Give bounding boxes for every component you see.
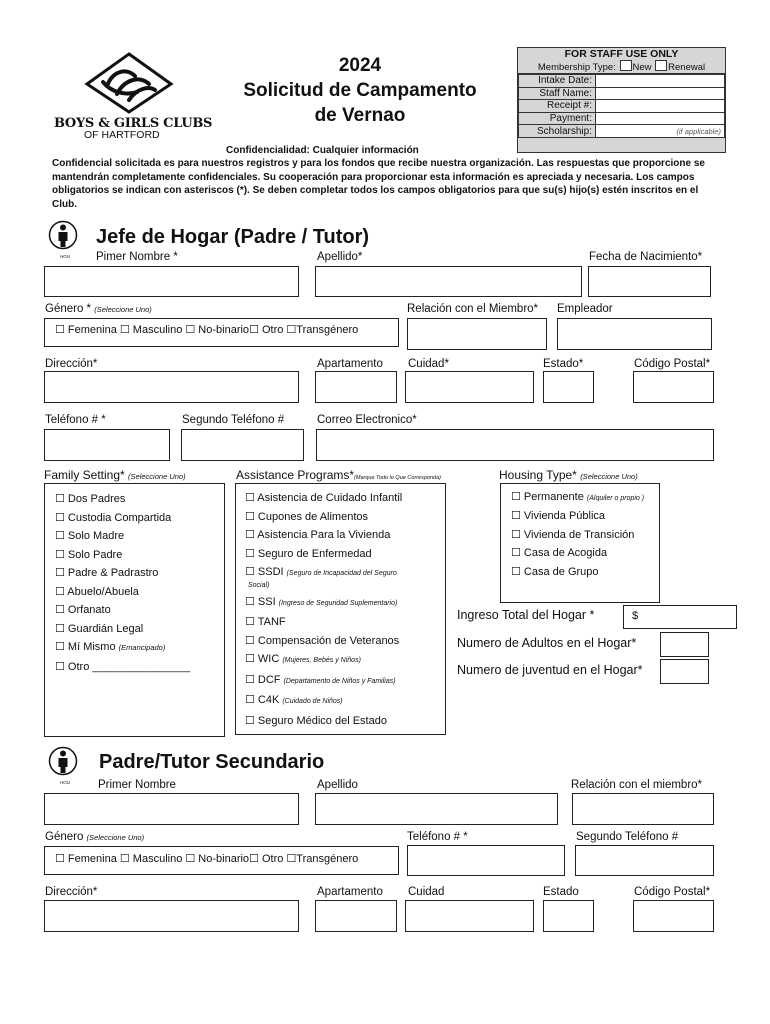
assistance-option-hint: (Ingreso de Seguridad Suplementario) <box>278 599 398 607</box>
family-option[interactable]: ☐ Padre & Padrastro <box>55 567 159 579</box>
youth-input[interactable] <box>660 659 709 684</box>
staff-name-label: Staff Name: <box>519 87 596 100</box>
org-subname: OF HARTFORD <box>84 129 160 141</box>
family-setting-text: Family Setting* <box>44 468 125 482</box>
housing-box <box>500 483 660 603</box>
assistance-box <box>235 483 446 735</box>
person-icon <box>48 220 78 250</box>
scholarship-label: Scholarship: <box>519 125 596 138</box>
assistance-option-hint: (Departamento de Niños y Familias) <box>283 677 396 685</box>
s2-first-name-input[interactable] <box>44 793 299 825</box>
s2-gender-label <box>45 831 144 843</box>
family-option[interactable]: ☐ Guardián Legal <box>55 622 144 635</box>
family-option[interactable]: ☐ Solo Madre <box>55 530 125 542</box>
housing-option[interactable]: ☐ Casa de Acogida <box>511 547 608 559</box>
new-label: New <box>632 62 652 73</box>
assistance-text: Assistance Programs* <box>236 468 355 482</box>
family-option[interactable]: ☐ Orfanato <box>55 604 111 616</box>
s2-apartment-input[interactable] <box>315 900 397 932</box>
assistance-list <box>236 484 445 730</box>
permanent-text: ☐ Permanente <box>511 491 584 503</box>
assistance-option-text: ☐ Compensación de Veteranos <box>245 634 400 647</box>
family-option-self[interactable] <box>55 638 224 658</box>
housing-permanent[interactable] <box>501 484 659 506</box>
assistance-label <box>236 468 441 482</box>
form-title-line1: Solicitud de Campamento <box>243 80 477 101</box>
section2-heading: Padre/Tutor Secundario <box>99 751 325 773</box>
apartment-label: Apartamento <box>317 358 383 370</box>
assistance-option[interactable] <box>245 671 445 692</box>
self-hint: (Emancipado) <box>118 643 166 652</box>
assistance-option-text: ☐ Asistencia Para la Vivienda <box>245 529 391 541</box>
assistance-option-hint: (Seguro de Incapacidad del Seguro <box>286 570 397 577</box>
payment-label: Payment: <box>519 112 596 125</box>
membership-type-row <box>518 60 725 74</box>
s2-last-name-label: Apellido <box>317 779 358 791</box>
family-setting-box <box>44 483 225 737</box>
adults-input[interactable] <box>660 632 709 657</box>
employer-label: Empleador <box>557 303 613 315</box>
email-label: Correo Electronico* <box>317 414 417 426</box>
last-name-label: Apellido* <box>317 251 363 263</box>
youth-label: Numero de juventud en el Hogar* <box>457 663 643 677</box>
assistance-option-text: ☐ WIC <box>245 653 280 665</box>
self-text: ☐ Mí Mismo <box>55 641 116 653</box>
assistance-option[interactable] <box>245 489 445 508</box>
housing-option[interactable]: ☐ Vivienda Pública <box>511 510 606 522</box>
confidential-heading: Confidencialidad: Cualquier información <box>226 145 419 156</box>
assistance-option[interactable] <box>245 691 445 712</box>
city-label: Cuidad* <box>408 358 449 370</box>
assistance-option[interactable] <box>245 526 445 545</box>
assistance-option[interactable] <box>245 508 445 527</box>
new-checkbox[interactable] <box>620 60 632 71</box>
s2-gender-options-box[interactable] <box>44 846 399 875</box>
assistance-hint: (Marque Todo lo Que Corresponda) <box>354 475 441 481</box>
bgc-logo <box>83 52 175 114</box>
s2-gender-hint: (Seleccione Uno) <box>86 833 145 842</box>
section1-heading: Jefe de Hogar (Padre / Tutor) <box>96 226 370 248</box>
first-name-label: Pimer Nombre * <box>96 251 178 263</box>
gender-label-text: Género * <box>45 303 92 315</box>
receipt-field[interactable] <box>596 100 725 113</box>
gender-options-box[interactable] <box>44 318 399 347</box>
housing-option[interactable]: ☐ Vivienda de Transición <box>511 528 635 541</box>
s2-first-name-label: Primer Nombre <box>98 779 176 791</box>
s2-apartment-label: Apartamento <box>317 886 383 898</box>
payment-field[interactable] <box>596 112 725 125</box>
assistance-option-text: ☐ Asistencia de Cuidado Infantil <box>245 492 403 504</box>
s2-state-label: Estado <box>543 886 579 898</box>
first-name-input[interactable] <box>44 266 299 297</box>
family-setting-hint: (Seleccione Uno) <box>128 472 186 481</box>
staff-use-box <box>517 47 726 153</box>
s2-state-input[interactable] <box>543 900 594 932</box>
s2-zip-input[interactable] <box>633 900 714 932</box>
assistance-option-text: ☐ Seguro Médico del Estado <box>245 714 387 727</box>
assistance-option-text: ☐ Cupones de Alimentos <box>245 510 368 523</box>
assistance-option-text: ☐ C4K <box>245 694 280 706</box>
s2-address-input[interactable] <box>44 900 299 932</box>
currency-symbol: $ <box>632 610 639 622</box>
employer-input[interactable] <box>557 318 712 350</box>
icon-caption: HOU <box>60 254 70 259</box>
housing-hint: (Seleccione Uno) <box>580 472 638 481</box>
s2-last-name-input[interactable] <box>315 793 558 825</box>
confidential-text: Confidencial solicitada es para nuestros registros y para los fondos que recibe nuestra organización. Las respuestas que proporcione se mantendrán completamente confidenciales. Su cooperación para proporcionar esta información es apreciada y necesaria. Los campos obligatorios se indican con asteriscos (*). Se deben completar todos los campos obligatorios para que su(s) hijo(s) estén inscritos en el Club. <box>52 158 705 210</box>
scholarship-field[interactable]: (if applicable) <box>596 125 725 138</box>
income-input[interactable] <box>623 605 737 629</box>
s2-relation-input[interactable] <box>572 793 714 825</box>
s2-relation-label: Relación con el miembro* <box>571 779 703 791</box>
permanent-hint: (Alquiler o propio ) <box>586 495 645 502</box>
state-label: Estado* <box>543 358 584 370</box>
icon-caption: HOU <box>60 780 70 785</box>
state-input[interactable] <box>543 371 594 403</box>
housing-option[interactable]: ☐ Casa de Grupo <box>511 565 599 578</box>
org-name: BOYS & GIRLS CLUBS <box>54 116 213 131</box>
family-option[interactable]: ☐ Abuelo/Abuela <box>55 585 139 598</box>
assistance-option[interactable] <box>245 632 445 651</box>
income-label: Ingreso Total del Hogar * <box>457 608 595 622</box>
dob-label: Fecha de Nacimiento* <box>589 251 703 263</box>
renewal-checkbox[interactable] <box>655 60 667 71</box>
zip-input[interactable] <box>633 371 714 403</box>
family-option[interactable]: ☐ Dos Padres <box>55 493 126 505</box>
relation-input[interactable] <box>407 318 547 350</box>
dob-input[interactable] <box>588 266 711 297</box>
zip-label: Código Postal* <box>634 358 711 370</box>
address-label: Dirección* <box>45 358 98 370</box>
phone-label: Teléfono # * <box>45 414 106 426</box>
assistance-option-text: ☐ TANF <box>245 616 286 628</box>
assistance-option-text: ☐ SSDI <box>245 566 284 578</box>
form-title-line2: de Vernao <box>314 105 406 126</box>
staff-name-field[interactable] <box>596 87 725 100</box>
s2-phone2-input[interactable] <box>575 845 714 876</box>
intake-date-label: Intake Date: <box>519 75 596 88</box>
adults-label: Numero de Adultos en el Hogar* <box>457 636 637 650</box>
assistance-option-hint: (Cuidado de Niños) <box>282 698 343 705</box>
assistance-option-hint: Social) <box>248 581 270 589</box>
gender-label <box>45 303 152 315</box>
s2-phone-label: Teléfono # * <box>407 831 468 843</box>
assistance-option-text: ☐ DCF <box>245 673 281 686</box>
family-option[interactable]: ☐ Solo Padre <box>55 548 123 561</box>
s2-gender-text: Género <box>45 831 84 843</box>
gender-options[interactable]: ☐ Femenina ☐ Masculino ☐ No-binario☐ Otro ☐Transgénero <box>55 324 359 336</box>
staff-box-title: FOR STAFF USE ONLY <box>564 48 679 60</box>
housing-text: Housing Type* <box>499 468 577 482</box>
city-input[interactable] <box>405 371 534 403</box>
address-input[interactable] <box>44 371 299 403</box>
assistance-option-text: ☐ SSI <box>245 595 276 608</box>
assistance-option[interactable] <box>245 712 445 731</box>
s2-phone2-label: Segundo Teléfono # <box>576 831 679 843</box>
assistance-option[interactable] <box>245 613 445 632</box>
phone2-label: Segundo Teléfono # <box>182 414 285 426</box>
assistance-option[interactable] <box>245 650 445 671</box>
gender-hint: (Seleccione Uno) <box>94 305 152 314</box>
form-year: 2024 <box>338 55 382 76</box>
phone2-input[interactable] <box>181 429 304 461</box>
email-input[interactable] <box>316 429 714 461</box>
assistance-option-hint: (Mujeres, Bebés y Niños) <box>282 657 361 664</box>
phone-input[interactable] <box>44 429 170 461</box>
s2-address-label: Dirección* <box>45 886 98 898</box>
membership-type-label: Membership Type: <box>537 62 616 73</box>
s2-city-input[interactable] <box>405 900 534 932</box>
last-name-input[interactable] <box>315 266 582 297</box>
intake-date-field[interactable] <box>596 75 725 88</box>
assistance-option[interactable] <box>245 593 445 614</box>
s2-city-label: Cuidad <box>408 886 445 898</box>
assistance-option-text: ☐ Seguro de Enfermedad <box>245 547 372 560</box>
family-option[interactable]: ☐ Custodia Compartida <box>55 511 172 524</box>
renewal-label: Renewal <box>668 62 706 73</box>
receipt-label: Receipt #: <box>519 100 596 113</box>
relation-label: Relación con el Miembro* <box>407 303 539 315</box>
family-option-other[interactable]: ☐ Otro ________________ <box>55 660 191 673</box>
s2-phone-input[interactable] <box>407 845 565 876</box>
housing-label <box>499 468 638 482</box>
family-setting-label <box>44 468 186 482</box>
apartment-input[interactable] <box>315 371 397 403</box>
family-setting-list <box>45 484 224 676</box>
staff-fields <box>518 74 725 138</box>
s2-gender-options[interactable]: ☐ Femenina ☐ Masculino ☐ No-binario☐ Otro ☐Transgénero <box>55 853 359 865</box>
assistance-option[interactable] <box>245 545 445 564</box>
person-icon <box>48 746 78 776</box>
s2-zip-label: Código Postal* <box>634 886 711 898</box>
